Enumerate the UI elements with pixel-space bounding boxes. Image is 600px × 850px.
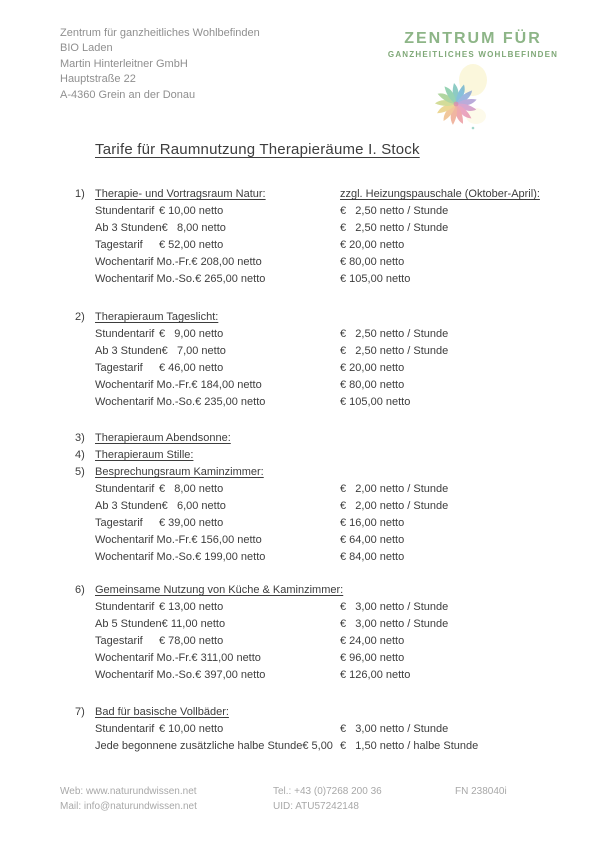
tariff-price: € 265,00 netto: [195, 273, 266, 285]
tariff-left-cell: [95, 203, 340, 220]
tariff-left-cell: [95, 667, 340, 684]
tariff-row: [75, 633, 565, 650]
row-indent: [75, 377, 95, 394]
tariff-price: € 39,00 netto: [159, 517, 224, 529]
row-indent: [75, 481, 95, 498]
tariff-label: Wochentarif Mo.-So.: [95, 396, 196, 408]
tariff-surcharge: € 105,00 netto: [340, 273, 411, 285]
row-indent: [75, 515, 95, 532]
section-heading-row: [75, 582, 565, 599]
row-indent: [75, 343, 95, 360]
tariff-surcharge: € 16,00 netto: [340, 517, 405, 529]
tariff-left-cell: [95, 220, 340, 237]
tariff-row: [75, 326, 565, 343]
section-heading-row: [75, 309, 565, 326]
tariff-label: Wochentarif Mo.-So.: [95, 551, 196, 563]
tariff-label: Stundentarif: [95, 601, 155, 613]
tariff-label: Tagestarif: [95, 517, 143, 529]
sender-line: BIO Laden: [60, 42, 113, 55]
footer-contact-tel: [273, 784, 382, 814]
footer-fn-line: FN 238040i: [455, 786, 507, 797]
tariff-row: [75, 343, 565, 360]
tariff-price: € 6,00 netto: [161, 500, 226, 512]
tariff-surcharge: € 24,00 netto: [340, 635, 405, 647]
row-indent: [75, 616, 95, 633]
tariff-label: Ab 5 Stunden: [95, 618, 162, 630]
sender-line: Zentrum für ganzheitliches Wohlbefinden: [60, 27, 260, 39]
tariff-list: [75, 186, 565, 755]
tariff-surcharge: € 2,50 netto / Stunde: [340, 345, 449, 357]
tariff-label: Wochentarif Mo.-Fr.: [95, 534, 192, 546]
section-number: 3): [75, 432, 85, 444]
section-number: 5): [75, 466, 85, 478]
tariff-row: [75, 532, 565, 549]
section-heading-row: [75, 430, 565, 447]
tariff-row: [75, 650, 565, 667]
row-indent: [75, 254, 95, 271]
tariff-left-cell: [95, 633, 340, 650]
tariff-price: € 5,00: [302, 740, 333, 752]
tariff-price: € 8,00 netto: [159, 483, 224, 495]
tariff-row: [75, 481, 565, 498]
tariff-price: € 13,00 netto: [159, 601, 224, 613]
page-title: Tarife für Raumnutzung Therapieräume I. Stock: [95, 141, 420, 158]
tariff-surcharge: € 96,00 netto: [340, 652, 405, 664]
section-heading-row: [75, 447, 565, 464]
tariff-label: Tagestarif: [95, 362, 143, 374]
tariff-surcharge: € 20,00 netto: [340, 239, 405, 251]
logo-wordmark: ZENTRUM FÜR: [404, 30, 542, 47]
tariff-section: [75, 582, 565, 684]
tariff-label: Stundentarif: [95, 205, 155, 217]
section-heading-row: [75, 186, 565, 203]
tariff-surcharge: € 80,00 netto: [340, 256, 405, 268]
section-number: 1): [75, 188, 85, 200]
section-heading: Besprechungsraum Kaminzimmer:: [95, 466, 264, 478]
tariff-label: Stundentarif: [95, 328, 155, 340]
tariff-left-cell: [95, 394, 340, 411]
nautilus-spiral-icon: [429, 64, 491, 138]
tariff-price: € 11,00 netto: [161, 618, 226, 630]
tariff-price: € 46,00 netto: [159, 362, 224, 374]
row-indent: [75, 532, 95, 549]
tariff-label: Tagestarif: [95, 239, 143, 251]
tariff-row: [75, 549, 565, 566]
tariff-surcharge: € 3,00 netto / Stunde: [340, 723, 449, 735]
tariff-price: € 184,00 netto: [191, 379, 262, 391]
tariff-label: Wochentarif Mo.-So.: [95, 273, 196, 285]
footer-contact-web: [60, 784, 197, 814]
tariff-price: € 8,00 netto: [161, 222, 226, 234]
footer-web-line: Web: www.naturundwissen.net: [60, 786, 197, 797]
tariff-row: [75, 721, 565, 738]
tariff-row: [75, 599, 565, 616]
row-indent: [75, 549, 95, 566]
tariff-surcharge: € 2,00 netto / Stunde: [340, 483, 449, 495]
row-indent: [75, 667, 95, 684]
tariff-left-cell: [95, 650, 340, 667]
tariff-price: € 10,00 netto: [159, 723, 224, 735]
tariff-left-cell: [95, 343, 340, 360]
tariff-row: [75, 271, 565, 288]
row-indent: [75, 394, 95, 411]
footer-company-register: [455, 784, 507, 799]
tariff-row: [75, 254, 565, 271]
tariff-row: [75, 616, 565, 633]
tariff-left-cell: [95, 515, 340, 532]
section-heading-row: [75, 704, 565, 721]
row-indent: [75, 498, 95, 515]
tariff-section: [75, 464, 565, 566]
section-heading-row: [75, 464, 565, 481]
tariff-left-cell: [95, 532, 340, 549]
section-heading: Therapieraum Tageslicht:: [95, 311, 219, 323]
row-indent: [75, 203, 95, 220]
tariff-price: € 7,00 netto: [161, 345, 226, 357]
tariff-left-cell: [95, 360, 340, 377]
tariff-price: € 311,00 netto: [191, 652, 261, 664]
tariff-label: Tagestarif: [95, 635, 143, 647]
tariff-left-cell: [95, 326, 340, 343]
tariff-section: [75, 704, 565, 755]
tariff-section: [75, 430, 565, 447]
tariff-row: [75, 667, 565, 684]
section-number: 4): [75, 449, 85, 461]
tariff-row: [75, 237, 565, 254]
tariff-left-cell: [95, 738, 340, 755]
tariff-label: Stundentarif: [95, 723, 155, 735]
row-indent: [75, 220, 95, 237]
tariff-left-cell: [95, 271, 340, 288]
row-indent: [75, 237, 95, 254]
row-indent: [75, 599, 95, 616]
tariff-left-cell: [95, 237, 340, 254]
section-heading: Therapie- und Vortragsraum Natur:: [95, 188, 266, 200]
tariff-price: € 52,00 netto: [159, 239, 224, 251]
footer-tel-line: Tel.: +43 (0)7268 200 36: [273, 786, 382, 797]
tariff-left-cell: [95, 721, 340, 738]
tariff-price: € 156,00 netto: [191, 534, 262, 546]
tariff-label: Wochentarif Mo.-So.: [95, 669, 196, 681]
tariff-label: Stundentarif: [95, 483, 155, 495]
tariff-surcharge: € 3,00 netto / Stunde: [340, 601, 449, 613]
tariff-left-cell: [95, 616, 340, 633]
sender-address-block: [60, 26, 260, 103]
tariff-row: [75, 738, 565, 755]
tariff-label: Ab 3 Stunden: [95, 500, 162, 512]
tariff-price: € 9,00 netto: [159, 328, 224, 340]
tariff-section: [75, 186, 565, 288]
tariff-label: Wochentarif Mo.-Fr.: [95, 379, 192, 391]
section-number: 6): [75, 584, 85, 596]
tariff-surcharge: € 2,50 netto / Stunde: [340, 205, 449, 217]
row-indent: [75, 271, 95, 288]
tariff-row: [75, 203, 565, 220]
tariff-label: Jede begonnene zusätzliche halbe Stunde: [95, 740, 303, 752]
tariff-left-cell: [95, 599, 340, 616]
row-indent: [75, 650, 95, 667]
tariff-surcharge: € 64,00 netto: [340, 534, 405, 546]
tariff-surcharge: € 3,00 netto / Stunde: [340, 618, 449, 630]
tariff-surcharge: € 2,00 netto / Stunde: [340, 500, 449, 512]
tariff-section: [75, 447, 565, 464]
tariff-price: € 397,00 netto: [195, 669, 266, 681]
sender-line: A-4360 Grein an der Donau: [60, 88, 196, 101]
row-indent: [75, 738, 95, 755]
tariff-surcharge: € 105,00 netto: [340, 396, 411, 408]
surcharge-column-header: zzgl. Heizungspauschale (Oktober-April):: [340, 188, 540, 200]
tariff-row: [75, 377, 565, 394]
section-number: 2): [75, 311, 85, 323]
section-heading: Gemeinsame Nutzung von Küche & Kaminzimmer:: [95, 584, 344, 596]
tariff-row: [75, 515, 565, 532]
tariff-surcharge: € 80,00 netto: [340, 379, 405, 391]
tariff-row: [75, 360, 565, 377]
tariff-label: Wochentarif Mo.-Fr.: [95, 256, 192, 268]
tariff-price: € 199,00 netto: [195, 551, 266, 563]
tariff-left-cell: [95, 481, 340, 498]
footer-uid-line: UID: ATU57242148: [273, 801, 359, 812]
tariff-price: € 235,00 netto: [195, 396, 266, 408]
row-indent: [75, 326, 95, 343]
tariff-left-cell: [95, 498, 340, 515]
sender-line: Hauptstraße 22: [60, 73, 136, 86]
tariff-surcharge: € 126,00 netto: [340, 669, 411, 681]
footer-mail-line: Mail: info@naturundwissen.net: [60, 801, 197, 812]
tariff-left-cell: [95, 377, 340, 394]
tariff-left-cell: [95, 254, 340, 271]
row-indent: [75, 721, 95, 738]
row-indent: [75, 360, 95, 377]
tariff-surcharge: € 2,50 netto / Stunde: [340, 328, 449, 340]
section-heading: Therapieraum Abendsonne:: [95, 432, 231, 444]
tariff-row: [75, 220, 565, 237]
tariff-price: € 10,00 netto: [159, 205, 224, 217]
tariff-label: Wochentarif Mo.-Fr.: [95, 652, 192, 664]
tariff-price: € 208,00 netto: [191, 256, 262, 268]
section-number: 7): [75, 706, 85, 718]
sender-line: Martin Hinterleitner GmbH: [60, 57, 188, 70]
tariff-surcharge: € 1,50 netto / halbe Stunde: [340, 740, 479, 752]
company-logo: [380, 30, 566, 59]
tariff-label: Ab 3 Stunden: [95, 345, 162, 357]
tariff-surcharge: € 2,50 netto / Stunde: [340, 222, 449, 234]
tariff-row: [75, 498, 565, 515]
tariff-row: [75, 394, 565, 411]
logo-tagline: GANZHEITLICHES WOHLBEFINDEN: [387, 50, 559, 59]
section-heading: Therapieraum Stille:: [95, 449, 194, 461]
tariff-price: € 78,00 netto: [159, 635, 224, 647]
section-heading: Bad für basische Vollbäder:: [95, 706, 229, 718]
tariff-label: Ab 3 Stunden: [95, 222, 162, 234]
row-indent: [75, 633, 95, 650]
tariff-surcharge: € 84,00 netto: [340, 551, 405, 563]
tariff-surcharge: € 20,00 netto: [340, 362, 405, 374]
tariff-left-cell: [95, 549, 340, 566]
tariff-section: [75, 309, 565, 411]
